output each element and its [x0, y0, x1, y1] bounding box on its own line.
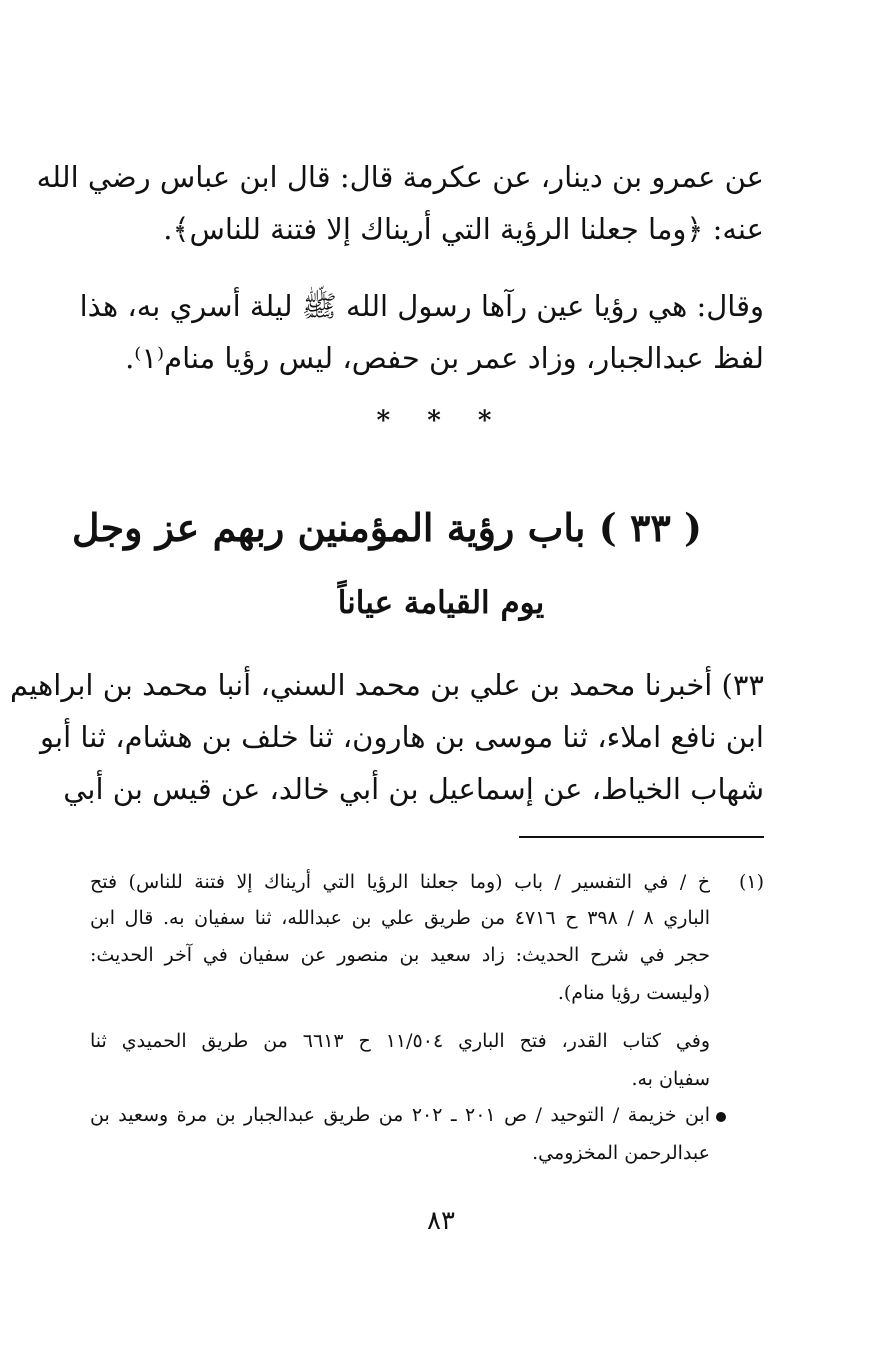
footnote-line-3: حجر في شرح الحديث: زاد سعيد بن منصور عن سفيان في آخر الحديث: — [90, 944, 710, 966]
footnote-line-5: وفي كتاب القدر، فتح الباري ١١/٥٠٤ ح ٦٦١٣ من طريق الحميدي ثنا — [90, 1030, 710, 1052]
page-number: ٨٣ — [427, 1206, 455, 1236]
footnote-divider — [519, 836, 764, 838]
chapter-title: ( ٣٣ ) باب رؤية المؤمنين ربهم عز وجل — [71, 505, 702, 550]
footnote-line-2: الباري ٨ / ٣٩٨ ح ٤٧١٦ من طريق علي بن عبدالله، ثنا سفيان به. قال ابن — [90, 907, 711, 929]
hadith-line-1: ٣٣) أخبرنا محمد بن علي بن محمد السني، أنبا محمد بن ابراهيم — [9, 668, 764, 702]
footnote-bullet-icon — [716, 1112, 726, 1122]
footnote-line-6: سفيان به. — [631, 1068, 710, 1090]
footnote-line-4: (وليست رؤيا منام). — [557, 982, 710, 1004]
paragraph-2-line-1: وقال: هي رؤيا عين رآها رسول الله ﷺ ليلة أسري به، هذا — [79, 289, 764, 323]
paragraph-1-line-1: عن عمرو بن دينار، عن عكرمة قال: قال ابن عباس رضي الله — [36, 160, 764, 194]
footnote-line-7: ابن خزيمة / التوحيد / ص ٢٠١ ـ ٢٠٢ من طريق عبدالجبار بن مرة وسعيد بن — [90, 1104, 710, 1126]
hadith-line-2: ابن نافع املاء، ثنا موسى بن هارون، ثنا خلف بن هشام، ثنا أبو — [40, 720, 764, 754]
footnote-line-8: عبدالرحمن المخزومي. — [532, 1142, 710, 1164]
footnote-line-1: خ / في التفسير / باب (وما جعلنا الرؤيا التي أريناك إلا فتنة للناس) فتح — [90, 871, 710, 893]
paragraph-1-line-2: عنه: ﴿وما جعلنا الرؤية التي أريناك إلا فتنة للناس﴾. — [163, 212, 764, 246]
chapter-subtitle: يوم القيامة عياناً — [337, 585, 545, 621]
paragraph-2-line-2: لفظ عبدالجبار، وزاد عمر بن حفص، ليس رؤيا منام⁽١⁾. — [125, 341, 764, 375]
hadith-line-3: شهاب الخياط، عن إسماعيل بن أبي خالد، عن قيس بن أبي — [63, 772, 764, 806]
footnote-number: (١) — [738, 871, 764, 893]
section-separator: * * * — [376, 406, 506, 436]
